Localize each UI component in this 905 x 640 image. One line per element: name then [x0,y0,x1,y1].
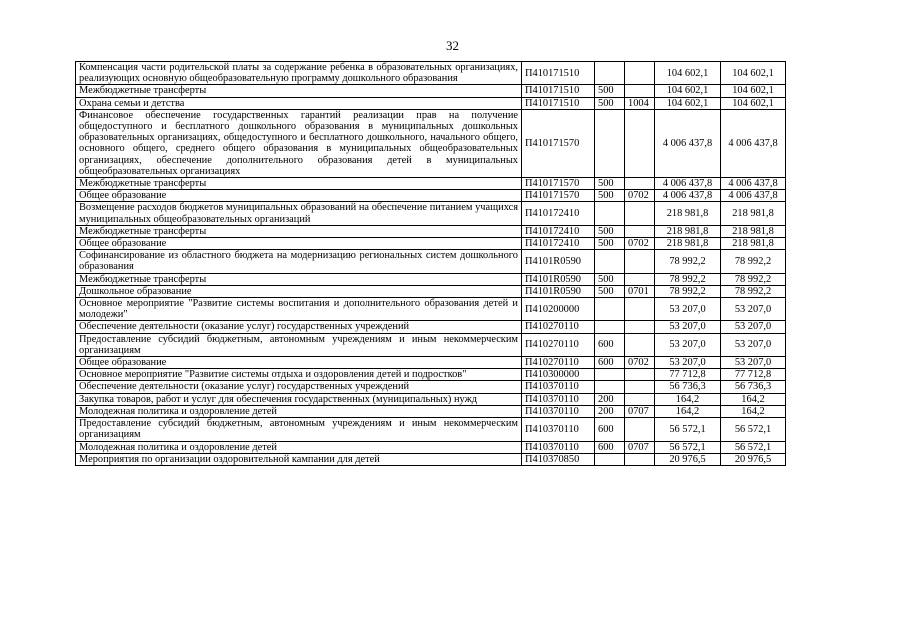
row-section-code [625,369,655,381]
row-amount-2: 53 207,0 [721,298,786,321]
row-target-code: П410370110 [522,405,595,417]
row-section-code: 0702 [625,238,655,250]
row-amount-1: 218 981,8 [655,225,721,237]
row-section-code [625,418,655,441]
row-target-code: П410370110 [522,393,595,405]
row-name: Обеспечение деятельности (оказание услуг) государственных учреждений [76,381,522,393]
row-name: Межбюджетные трансферты [76,273,522,285]
row-name: Межбюджетные трансферты [76,85,522,97]
row-section-code: 0707 [625,405,655,417]
row-amount-1: 4 006 437,8 [655,178,721,190]
row-name: Предоставление субсидий бюджетным, автономным учреждениям и иным некоммерческим организациям [76,333,522,356]
row-amount-1: 53 207,0 [655,298,721,321]
table-row [76,393,786,405]
table-row [76,250,786,273]
row-amount-1: 78 992,2 [655,273,721,285]
row-amount-1: 77 712,8 [655,369,721,381]
row-amount-2: 78 992,2 [721,285,786,297]
row-amount-2: 20 976,5 [721,453,786,465]
row-expense-type [595,62,625,85]
row-name: Основное мероприятие "Развитие системы воспитания и дополнительного образования детей и молодежи" [76,298,522,321]
row-amount-2: 56 572,1 [721,418,786,441]
row-expense-type: 600 [595,418,625,441]
row-amount-2: 53 207,0 [721,333,786,356]
table-row [76,85,786,97]
row-name: Дошкольное образование [76,285,522,297]
row-target-code: П410171570 [522,178,595,190]
table-row [76,202,786,225]
row-section-code [625,393,655,405]
row-amount-2: 164,2 [721,393,786,405]
row-expense-type: 500 [595,190,625,202]
table-row [76,97,786,109]
table-row [76,369,786,381]
row-expense-type: 500 [595,178,625,190]
row-section-code [625,178,655,190]
row-section-code [625,321,655,333]
row-target-code: П410171570 [522,190,595,202]
row-target-code: П410171510 [522,85,595,97]
row-amount-2: 56 736,3 [721,381,786,393]
row-expense-type [595,250,625,273]
row-target-code: П410270110 [522,357,595,369]
row-name: Общее образование [76,357,522,369]
row-amount-1: 78 992,2 [655,250,721,273]
row-section-code: 0702 [625,357,655,369]
row-amount-1: 104 602,1 [655,62,721,85]
row-expense-type: 200 [595,393,625,405]
row-target-code: П410270110 [522,321,595,333]
table-row [76,225,786,237]
table-row [76,418,786,441]
row-expense-type [595,369,625,381]
row-amount-2: 53 207,0 [721,357,786,369]
row-expense-type [595,381,625,393]
row-amount-2: 56 572,1 [721,441,786,453]
row-expense-type [595,321,625,333]
row-target-code: П410172410 [522,225,595,237]
row-section-code: 0701 [625,285,655,297]
row-amount-1: 164,2 [655,405,721,417]
table-row [76,109,786,177]
row-section-code [625,273,655,285]
row-expense-type: 500 [595,97,625,109]
row-target-code: П410171510 [522,62,595,85]
row-section-code [625,85,655,97]
row-amount-1: 56 736,3 [655,381,721,393]
row-amount-2: 218 981,8 [721,202,786,225]
row-target-code: П410172410 [522,238,595,250]
row-amount-1: 4 006 437,8 [655,109,721,177]
row-expense-type: 500 [595,273,625,285]
row-amount-1: 164,2 [655,393,721,405]
budget-table-body [76,62,786,466]
row-amount-2: 104 602,1 [721,85,786,97]
row-expense-type: 600 [595,441,625,453]
row-amount-2: 78 992,2 [721,250,786,273]
row-name: Общее образование [76,238,522,250]
table-row [76,453,786,465]
row-section-code [625,109,655,177]
row-section-code [625,250,655,273]
table-row [76,357,786,369]
row-expense-type [595,109,625,177]
row-amount-1: 104 602,1 [655,97,721,109]
row-amount-2: 4 006 437,8 [721,190,786,202]
row-name: Возмещение расходов бюджетов муниципальных образований на обеспечение питанием учащихся муниципальных общеобразовательных организаций [76,202,522,225]
table-row [76,285,786,297]
row-target-code: П410172410 [522,202,595,225]
row-section-code [625,333,655,356]
row-expense-type: 200 [595,405,625,417]
row-section-code [625,453,655,465]
row-amount-1: 218 981,8 [655,202,721,225]
row-name: Финансовое обеспечение государственных гарантий реализации прав на получение общедоступного и бесплатного дошкольного образования в муниципальных дошкольных образовательных организациях, общедоступного и бесплатного дошкольного, начального общего, основного общего, среднего общего образования в муниципальных общеобразовательных организациях, обеспечение дополнительного образования детей в муниципальных общеобразовательных организациях [76,109,522,177]
row-name: Межбюджетные трансферты [76,178,522,190]
table-row [76,321,786,333]
row-name: Закупка товаров, работ и услуг для обеспечения государственных (муниципальных) нужд [76,393,522,405]
row-target-code: П4101R0590 [522,250,595,273]
row-amount-2: 164,2 [721,405,786,417]
row-amount-2: 4 006 437,8 [721,178,786,190]
row-amount-1: 218 981,8 [655,238,721,250]
row-expense-type [595,202,625,225]
row-target-code: П410171570 [522,109,595,177]
row-expense-type: 500 [595,225,625,237]
row-section-code: 1004 [625,97,655,109]
row-section-code [625,298,655,321]
row-target-code: П4101R0590 [522,273,595,285]
row-name: Предоставление субсидий бюджетным, автономным учреждениям и иным некоммерческим организациям [76,418,522,441]
row-target-code: П410370110 [522,441,595,453]
row-name: Обеспечение деятельности (оказание услуг) государственных учреждений [76,321,522,333]
row-target-code: П410370850 [522,453,595,465]
row-amount-2: 53 207,0 [721,321,786,333]
row-name: Основное мероприятие "Развитие системы отдыха и оздоровления детей и подростков" [76,369,522,381]
row-name: Общее образование [76,190,522,202]
row-target-code: П410370110 [522,418,595,441]
row-expense-type: 500 [595,85,625,97]
row-amount-2: 218 981,8 [721,225,786,237]
row-section-code: 0702 [625,190,655,202]
row-target-code: П410370110 [522,381,595,393]
row-expense-type: 500 [595,238,625,250]
page-number: 32 [446,38,459,53]
row-amount-1: 20 976,5 [655,453,721,465]
row-target-code: П410270110 [522,333,595,356]
row-expense-type: 600 [595,357,625,369]
row-amount-2: 104 602,1 [721,62,786,85]
table-row [76,238,786,250]
row-name: Молодежная политика и оздоровление детей [76,441,522,453]
row-amount-2: 4 006 437,8 [721,109,786,177]
row-section-code [625,381,655,393]
row-amount-2: 77 712,8 [721,369,786,381]
row-target-code: П4101R0590 [522,285,595,297]
table-row [76,178,786,190]
table-row [76,273,786,285]
row-name: Молодежная политика и оздоровление детей [76,405,522,417]
row-target-code: П410171510 [522,97,595,109]
row-amount-2: 104 602,1 [721,97,786,109]
row-amount-1: 56 572,1 [655,418,721,441]
row-section-code [625,62,655,85]
budget-table [75,61,786,466]
row-expense-type: 600 [595,333,625,356]
table-row [76,405,786,417]
row-expense-type [595,453,625,465]
table-row [76,333,786,356]
row-amount-1: 53 207,0 [655,333,721,356]
row-name: Охрана семьи и детства [76,97,522,109]
row-amount-2: 218 981,8 [721,238,786,250]
row-amount-1: 53 207,0 [655,321,721,333]
table-row [76,441,786,453]
row-amount-1: 104 602,1 [655,85,721,97]
row-name: Софинансирование из областного бюджета на модернизацию региональных систем дошкольного образования [76,250,522,273]
row-name: Межбюджетные трансферты [76,225,522,237]
row-expense-type [595,298,625,321]
row-section-code: 0707 [625,441,655,453]
row-section-code [625,202,655,225]
row-section-code [625,225,655,237]
row-amount-1: 56 572,1 [655,441,721,453]
table-row [76,190,786,202]
row-name: Мероприятия по организации оздоровительной кампании для детей [76,453,522,465]
table-row [76,298,786,321]
table-row [76,381,786,393]
row-expense-type: 500 [595,285,625,297]
row-target-code: П410300000 [522,369,595,381]
table-row [76,62,786,85]
row-amount-2: 78 992,2 [721,273,786,285]
row-amount-1: 78 992,2 [655,285,721,297]
row-target-code: П410200000 [522,298,595,321]
row-amount-1: 4 006 437,8 [655,190,721,202]
row-name: Компенсация части родительской платы за содержание ребенка в образовательных организациях, реализующих основную общеобразовательную программу дошкольного образования [76,62,522,85]
row-amount-1: 53 207,0 [655,357,721,369]
